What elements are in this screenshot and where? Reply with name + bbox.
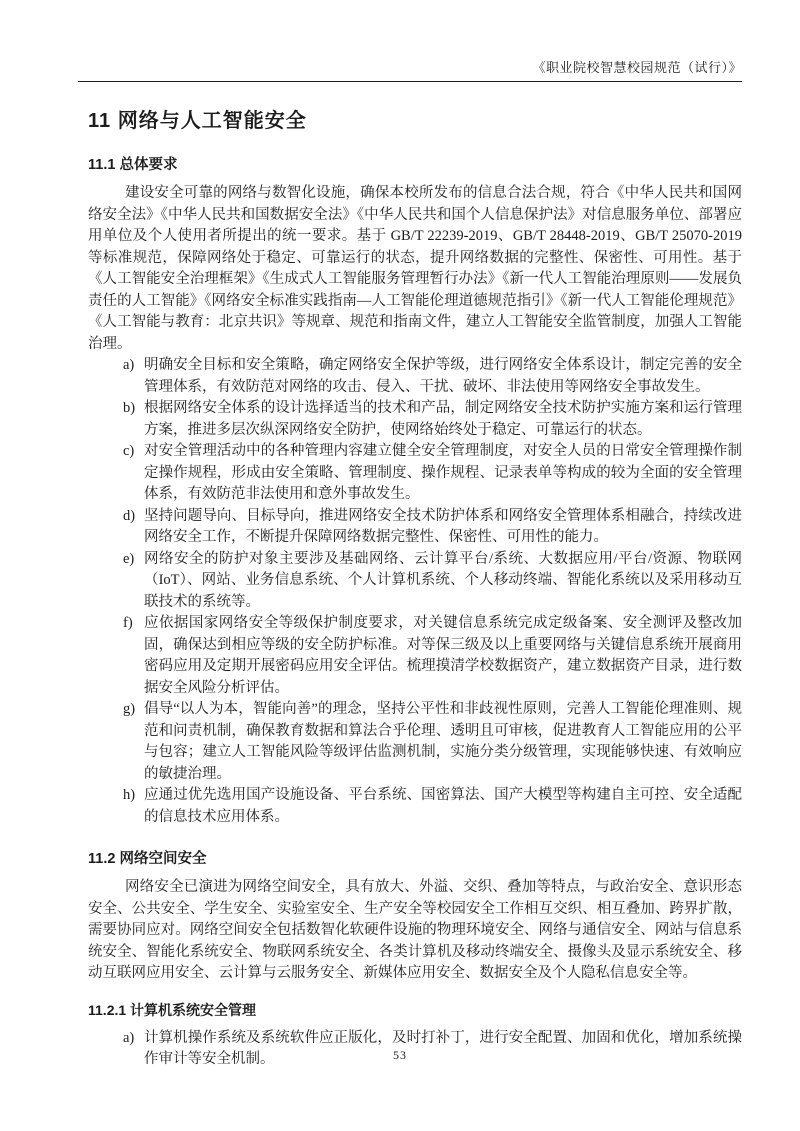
header-rule — [78, 81, 742, 82]
page-body — [88, 108, 742, 1071]
list-item-label: d) — [123, 507, 136, 524]
section-11-2-paragraph: 网络安全已演进为网络空间安全，具有放大、外溢、交织、叠加等特点，与政治安全、意识形态安全、公共安全、学生安全、实验室安全、生产安全等校园安全工作相互交织、相互叠加、跨界扩散，需要协同应对。网络空间安全包括数智化软硬件设施的物理环境安全、网络与通信安全、网站与信息系统安全、智能化系统安全、物联网系统安全、各类计算机及移动终端安全、摄像头及显示系统安全、移动互联网应用安全、云计算与云服务安全、新媒体应用安全、数据安全及个人隐私信息安全等。 — [88, 879, 742, 981]
section-11-1-intro-paragraph: 建设安全可靠的网络与数智化设施，确保本校所发布的信息合法合规，符合《中华人民共和国网络安全法》《中华人民共和国数据安全法》《中华人民共和国个人信息保护法》对信息服务单位、部署应用单位及个人使用者所提出的统一要求。基于 GB/T 22239-2019、GB/T 28448-2019、GB/T 25070-2019 等标准规范，保障网络处于稳定、可靠运行的状态，提升网络数据的完整性、保密性、可用性。基于《人工智能安全治理框架》《生成式人工智能服务管理暂行办法》《新一代人工智能治理原则——发展负责任的人工智能》《网络安全标准实践指南—人工智能伦理道德规范指引》《新一代人工智能伦理规范》《人工智能与教育：北京共识》等规章、规范和指南文件，建立人工智能安全监管制度，加强人工智能治理。 — [88, 185, 742, 352]
section-heading-11-2-1: 11.2.1 计算机系统安全管理 — [88, 1001, 257, 1018]
section-heading-11-2: 11.2 网络空间安全 — [88, 851, 207, 867]
list-item-text: 倡导“以人为本，智能向善”的理念，坚持公平性和非歧视性原则，完善人工智能伦理准则、规范和问责机制，确保教育数据和算法合乎伦理、透明且可审核，促进教育人工智能应用的公平与包容；建立人工智能风险等级评估监测机制，实施分类分级管理，实现能够快速、有效响应的敏捷治理。 — [144, 701, 742, 782]
list-item-text: 根据网络安全体系的设计选择适当的技术和产品，制定网络安全技术防护实施方案和运行管理方案，推进多层次纵深网络安全防护，使网络始终处于稳定、可靠运行的状态。 — [144, 400, 742, 438]
list-item-label: b) — [123, 400, 136, 416]
list-item-d — [88, 506, 742, 549]
section-11-1-requirements-list — [88, 355, 742, 828]
list-item-label: g) — [123, 701, 136, 717]
list-item-text: 明确安全目标和安全策略，确定网络安全保护等级，进行网络安全体系设计，制定完善的安全管理体系，有效防范对网络的攻击、侵入、干扰、破坏、非法使用等网络安全事故发生。 — [144, 357, 742, 395]
list-item-text: 应依据国家网络安全等级保护制度要求，对关键信息系统完成定级备案、安全测评及整改加固，确保达到相应等级的安全防护标准。对等保三级及以上重要网络与关键信息系统开展商用密码应用及定期开展密码应用安全评估。梳理摸清学校数据资产，建立数据资产目录，进行数据安全风险分析评估。 — [144, 615, 742, 696]
list-item-label: e) — [123, 550, 135, 567]
list-item-text: 坚持问题导向、目标导向，推进网络安全技术防护体系和网络安全管理体系相融合，持续改进网络安全工作，不断提升保障网络数据完整性、保密性、可用性的能力。 — [144, 507, 742, 545]
list-item-text: 对安全管理活动中的各种管理内容建立健全安全管理制度，对安全人员的日常安全管理操作制定操作规程，形成由安全策略、管理制度、操作规程、记录表单等构成的较为全面的安全管理体系，有效防范非法使用和意外事故发生。 — [144, 443, 742, 502]
list-item-label: f) — [123, 615, 133, 631]
list-item-a — [88, 355, 742, 398]
list-item-g — [88, 699, 742, 785]
section-heading-11-1: 11.1 总体要求 — [88, 157, 178, 173]
chapter-title: 11 网络与人工智能安全 — [88, 110, 307, 132]
list-item-text: 应通过优先选用国产设施设备、平台系统、国密算法、国产大模型等构建自主可控、安全适配的信息技术应用体系。 — [144, 787, 742, 825]
page-header — [78, 0, 742, 82]
list-item-text: 计算机操作系统及系统软件应正版化，及时打补丁，进行安全配置、加固和优化，增加系统操作审计等安全机制。 — [144, 1029, 742, 1067]
page-number: 53 — [393, 1048, 407, 1062]
list-item-label: h) — [123, 787, 136, 803]
list-item-label: a) — [123, 1029, 135, 1046]
list-item-text: 网络安全的防护对象主要涉及基础网络、云计算平台/系统、大数据应用/平台/资源、物联网（IoT）、网站、业务信息系统、个人计算机系统、个人移动终端、智能化系统以及采用移动互联技术的系统等。 — [144, 550, 742, 610]
running-head-title: 《职业院校智慧校园规范（试行）》 — [532, 60, 742, 75]
list-item-label: c) — [123, 443, 135, 459]
list-item-h — [88, 785, 742, 828]
list-item-f — [88, 613, 742, 699]
list-item-e — [88, 549, 742, 614]
list-item-b — [88, 398, 742, 441]
list-item-c — [88, 441, 742, 506]
list-item-label: a) — [123, 357, 135, 373]
